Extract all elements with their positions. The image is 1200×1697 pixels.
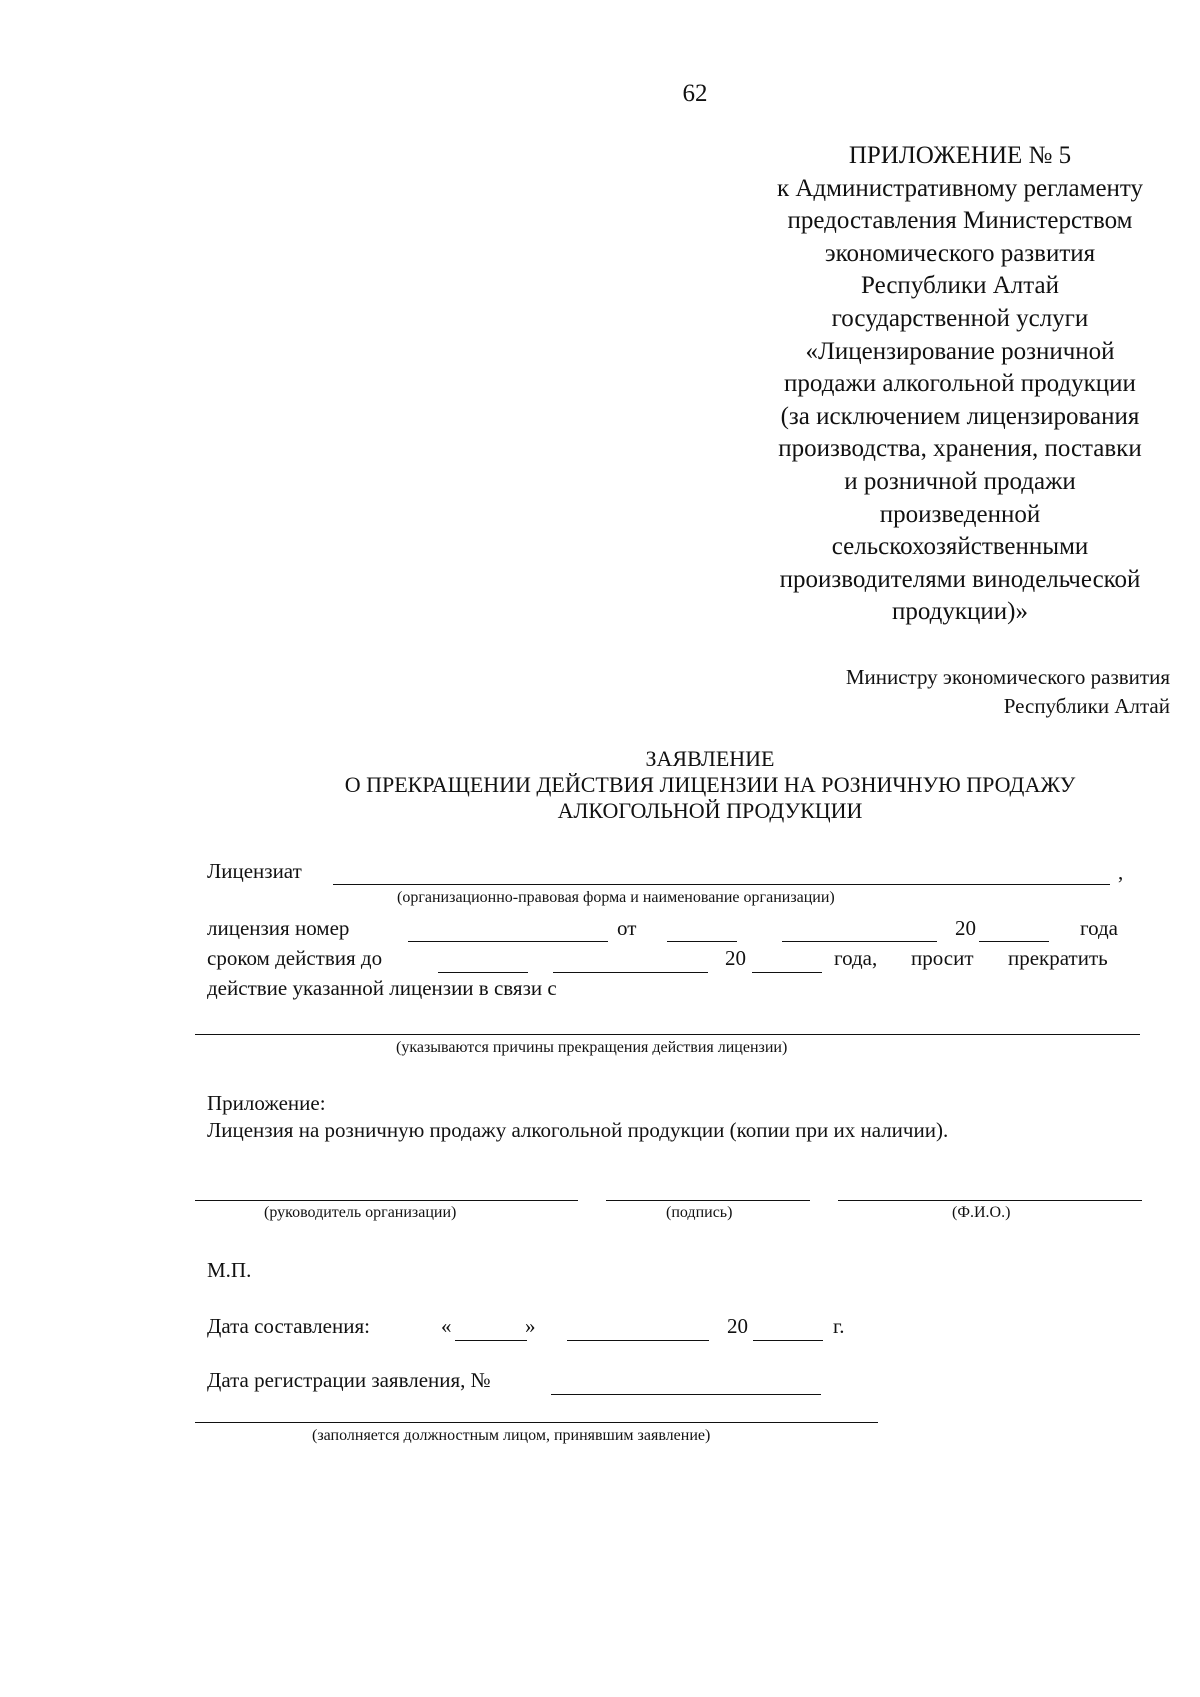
date-month-input-line[interactable] xyxy=(567,1340,709,1341)
title-line-3: АЛКОГОЛЬНОЙ ПРОДУКЦИИ xyxy=(557,798,863,823)
license-month-input-line[interactable] xyxy=(782,941,937,942)
appendix-line: продукции)» xyxy=(892,598,1028,626)
reasons-input-line[interactable] xyxy=(195,1034,1140,1035)
head-hint: (руководитель организации) xyxy=(264,1204,457,1221)
quote-close: » xyxy=(525,1314,536,1338)
date-year-prefix: 20 xyxy=(727,1314,748,1338)
fio-hint: (Ф.И.О.) xyxy=(952,1204,1011,1221)
quote-open: « xyxy=(441,1314,452,1338)
license-day-input-line[interactable] xyxy=(667,941,737,942)
year-suffix: г. xyxy=(833,1314,845,1338)
fio-input-line[interactable] xyxy=(838,1200,1142,1201)
appendix-heading: ПРИЛОЖЕНИЕ № 5 xyxy=(848,142,1072,169)
terminate-word: прекратить xyxy=(1008,946,1108,970)
registration-label: Дата регистрации заявления, № xyxy=(207,1368,491,1392)
addressee-line-1: Министру экономического развития xyxy=(845,665,1170,689)
appendix-line: государственной услуги xyxy=(831,304,1089,332)
stamp-label: М.П. xyxy=(207,1258,252,1282)
valid-year-input-line[interactable] xyxy=(752,972,822,973)
appendix-line: и розничной продажи xyxy=(844,467,1076,495)
valid-year-prefix: 20 xyxy=(725,946,746,970)
asks-word: просит xyxy=(911,946,974,970)
action-text: действие указанной лицензии в связи с xyxy=(207,976,557,1000)
signature-hint: (подпись) xyxy=(666,1204,733,1221)
year-prefix: 20 xyxy=(955,916,976,940)
appendix-line: сельскохозяйственными xyxy=(831,533,1089,561)
registration-number-input-line[interactable] xyxy=(551,1394,821,1395)
signature-input-line[interactable] xyxy=(606,1200,810,1201)
license-number-input-line[interactable] xyxy=(408,941,608,942)
appendix-line: к Административному регламенту xyxy=(776,174,1144,202)
license-year-input-line[interactable] xyxy=(979,941,1049,942)
appendix-line: экономического развития xyxy=(824,239,1096,267)
appendix-line: предоставления Министерством xyxy=(787,207,1133,235)
licensee-comma: , xyxy=(1118,860,1124,884)
appendix-line: продажи алкогольной продукции xyxy=(784,370,1136,398)
registration-hint: (заполняется должностным лицом, принявшим заявление) xyxy=(312,1427,711,1444)
appendix-block xyxy=(740,140,1180,629)
attachment-text: Лицензия на розничную продажу алкогольной продукции (копии при их наличии). xyxy=(207,1118,949,1142)
licensee-input-line[interactable] xyxy=(333,884,1110,885)
addressee-line-2: Республики Алтай xyxy=(1003,694,1170,718)
appendix-line: произведенной xyxy=(879,500,1041,528)
document-title xyxy=(240,746,1180,824)
year-word: года xyxy=(1080,916,1118,940)
licensee-label: Лицензиат xyxy=(207,859,302,883)
valid-month-input-line[interactable] xyxy=(553,972,708,973)
appendix-line: производства, хранения, поставки xyxy=(778,435,1142,463)
page-number: 62 xyxy=(682,80,708,107)
from-label: от xyxy=(617,916,637,940)
addressee-block xyxy=(760,663,1170,721)
appendix-line: (за исключением лицензирования xyxy=(780,402,1140,430)
appendix-line: производителями винодельческой xyxy=(779,565,1141,593)
licensee-hint: (организационно-правовая форма и наименование организации) xyxy=(397,889,835,906)
head-input-line[interactable] xyxy=(195,1200,578,1201)
year-word-comma: года, xyxy=(834,946,878,970)
license-number-label: лицензия номер xyxy=(207,916,350,940)
date-day-input-line[interactable] xyxy=(455,1340,527,1341)
appendix-line: «Лицензирование розничной xyxy=(805,337,1115,365)
date-label: Дата составления: xyxy=(207,1314,370,1338)
date-year-input-line[interactable] xyxy=(753,1340,823,1341)
title-line-2: О ПРЕКРАЩЕНИИ ДЕЙСТВИЯ ЛИЦЕНЗИИ НА РОЗНИЧНУЮ ПРОДАЖУ xyxy=(344,772,1076,797)
attachment-label: Приложение: xyxy=(207,1091,326,1115)
registration-extra-input-line[interactable] xyxy=(195,1422,878,1423)
valid-until-label: сроком действия до xyxy=(207,946,383,970)
reasons-hint: (указываются причины прекращения действия лицензии) xyxy=(396,1039,788,1056)
title-line-1: ЗАЯВЛЕНИЕ xyxy=(645,746,775,771)
valid-day-input-line[interactable] xyxy=(438,972,528,973)
appendix-line: Республики Алтай xyxy=(861,272,1059,300)
